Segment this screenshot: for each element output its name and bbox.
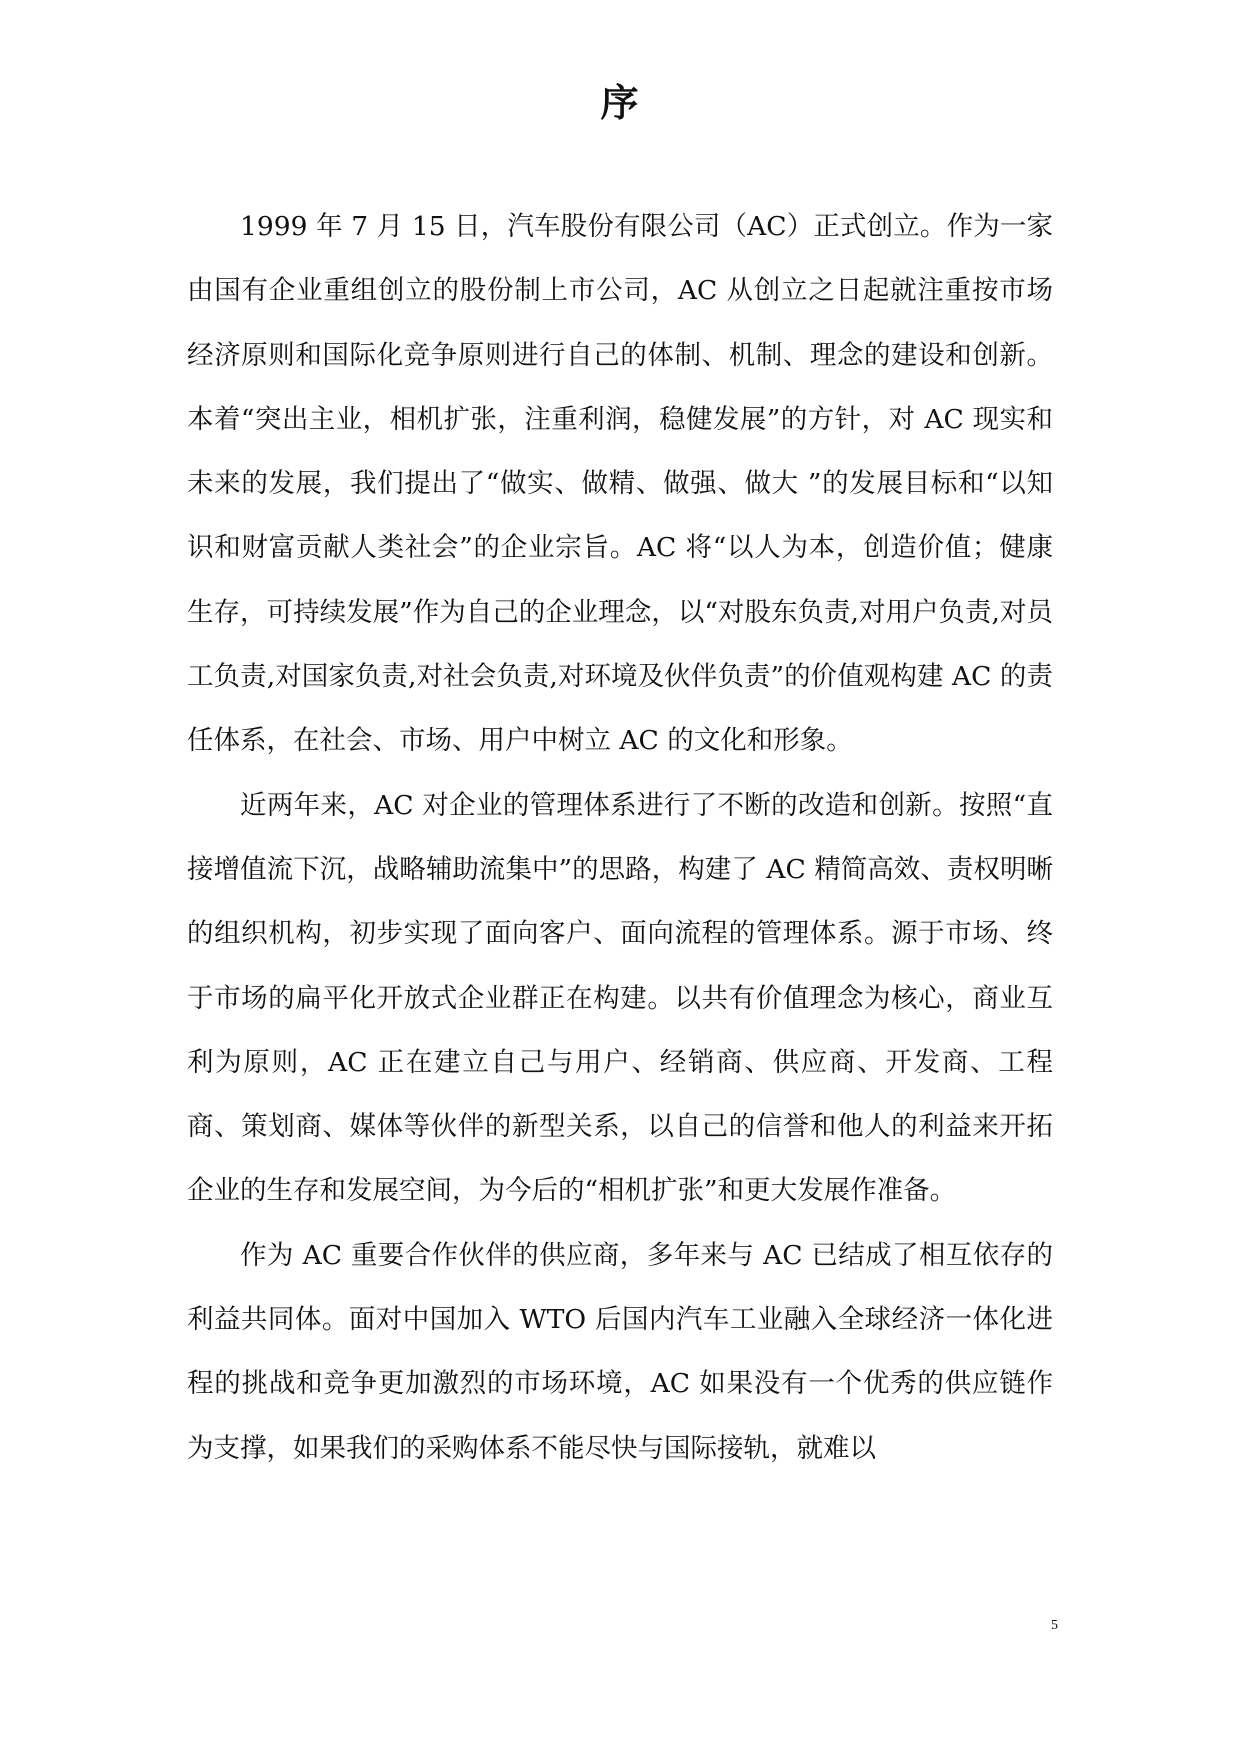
body-text (187, 195, 1053, 1481)
paragraph-2: 近两年来，AC 对企业的管理体系进行了不断的改造和创新。按照“直接增值流下沉，战略辅助流集中”的思路，构建了 AC 精简高效、责权明晰的组织机构，初步实现了面向客户、面向流程的管理体系。源于市场、终于市场的扁平化开放式企业群正在构建。以共有价值理念为核心，商业互利为原则，AC 正在建立自己与用户、经销商、供应商、开发商、工程商、策划商、媒体等伙伴的新型关系，以自己的信誉和他人的利益来开拓企业的生存和发展空间，为今后的“相机扩张”和更大发展作准备。 (187, 789, 1053, 1207)
page-title: 序 (600, 80, 641, 125)
page-number: 5 (1051, 1618, 1058, 1633)
paragraph-3: 作为 AC 重要合作伙伴的供应商，多年来与 AC 已结成了相互依存的利益共同体。面对中国加入 WTO 后国内汽车工业融入全球经济一体化进程的挑战和竞争更加激烈的市场环境，AC 如果没有一个优秀的供应链作为支撑，如果我们的采购体系不能尽快与国际接轨，就难以 (187, 1239, 1053, 1464)
paragraph-1: 1999 年 7 月 15 日，汽车股份有限公司（AC）正式创立。作为一家由国有企业重组创立的股份制上市公司，AC 从创立之日起就注重按市场经济原则和国际化竞争原则进行自己的体制、机制、理念的建设和创新。本着“突出主业，相机扩张，注重利润，稳健发展”的方针，对 AC 现实和未来的发展，我们提出了“做实、做精、做强、做大 ”的发展目标和“以知识和财富贡献人类社会”的企业宗旨。AC 将“以人为本，创造价值；健康生存，可持续发展”作为自己的企业理念，以“对股东负责,对用户负责,对员工负责,对国家负责,对社会负责,对环境及伙伴负责”的价值观构建 AC 的责任体系，在社会、市场、用户中树立 AC 的文化和形象。 (187, 211, 1053, 757)
